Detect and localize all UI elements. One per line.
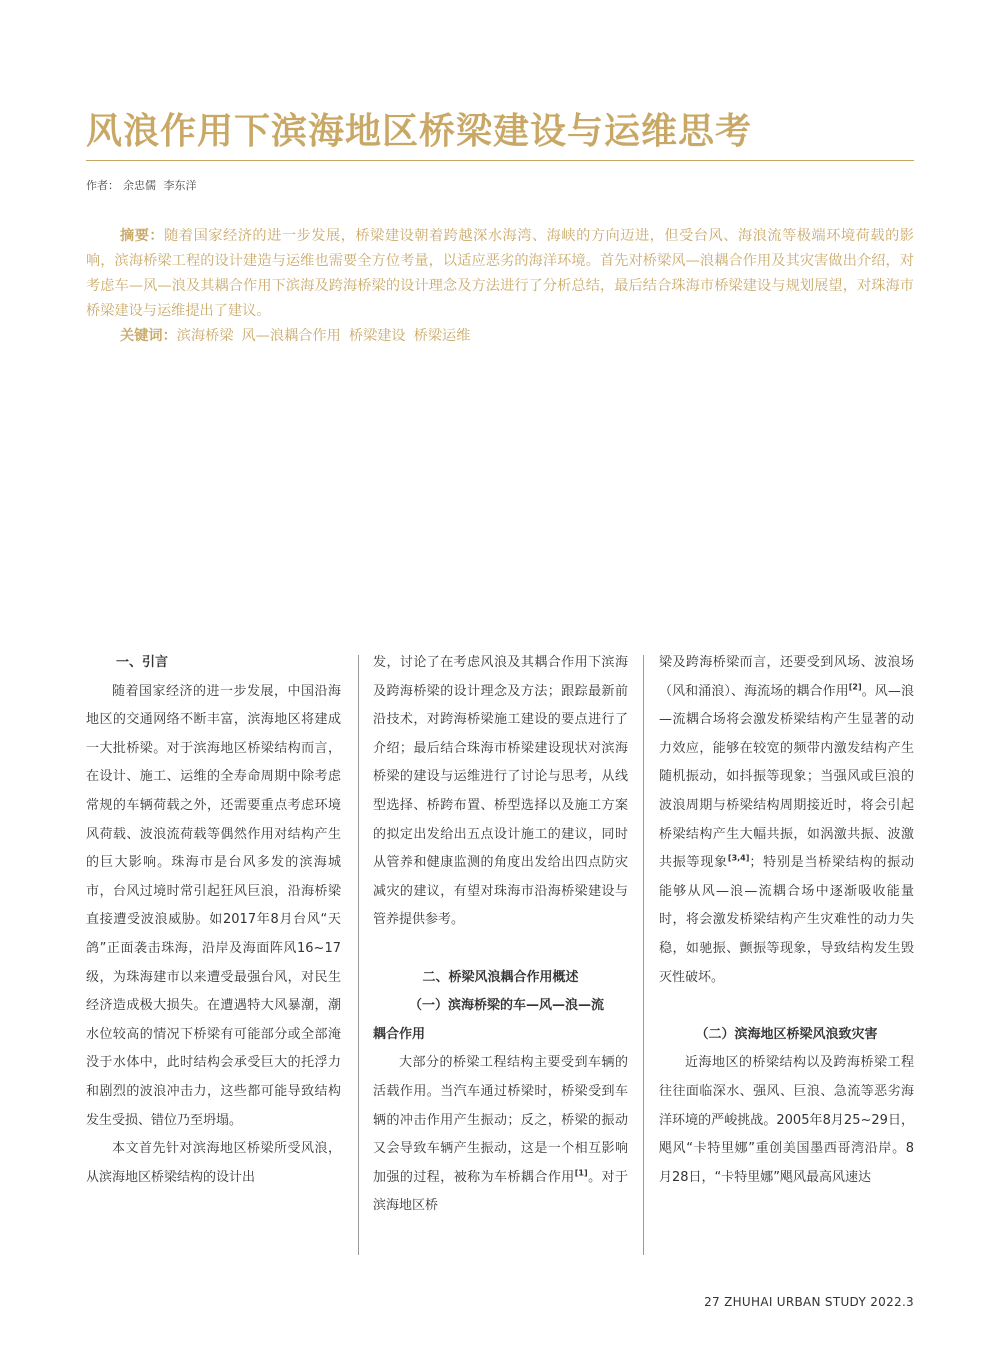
body-paragraph: 发，讨论了在考虑风浪及其耦合作用下滨海及跨海桥梁的设计理念及方法；跟踪最新前沿技术，对跨海桥梁施工建设的要点进行了介绍；最后结合珠海市桥梁建设现状对滨海桥梁的建设与运维进行了讨论与思考，从线型选择、桥跨布置、桥型选择以及施工方案的拟定出发给出五点设计施工的建议，同时从管养和健康监测的角度出发给出四点防灾减灾的建议，有望对珠海市沿海桥梁建设与管养提供参考。 bbox=[373, 655, 628, 928]
author-name: 李东洋 bbox=[163, 179, 197, 192]
column-divider bbox=[358, 655, 359, 1255]
body-column-1 bbox=[86, 649, 341, 1192]
body-paragraph bbox=[659, 649, 914, 992]
issue-number: 2022.3 bbox=[870, 1295, 914, 1309]
body-column-2 bbox=[373, 649, 628, 1221]
section-heading-overview: 二、桥梁风浪耦合作用概述 bbox=[422, 969, 579, 985]
abstract-text: 随着国家经济的进一步发展，桥梁建设朝着跨越深水海湾、海峡的方向迈进，但受台风、海浪流等极端环境荷载的影响，滨海桥梁工程的设计建造与运维也需要全方位考量，以适应恶劣的海洋环境。首先对桥梁风—浪耦合作用及其灾害做出介绍，对考虑车—风—浪及其耦合作用下滨海及跨海桥梁的设计理念及方法进行了分析总结，最后结合珠海市桥梁建设与规划展望，对珠海市桥梁建设与运维提出了建议。 bbox=[86, 228, 914, 319]
paragraph-text: 。对于滨海地区桥 bbox=[373, 1169, 628, 1214]
body-column-3 bbox=[659, 649, 914, 1192]
paragraph-text: ；特别是当桥梁结构的振动能够从风—浪—流耦合场中逐渐吸收能量时，将会激发桥梁结构产生灾难性的动力失稳，如驰振、颤振等现象，导致结构发生毁灭性破坏。 bbox=[659, 855, 914, 985]
title-divider bbox=[86, 160, 914, 161]
paragraph-text: 大部分的桥梁工程结构主要受到车辆的活载作用。当汽车通过桥梁时，桥梁受到车辆的冲击作用产生振动；反之，桥梁的振动又会导致车辆产生振动，这是一个相互影响加强的过程，被称为车桥耦合作用 bbox=[373, 1055, 628, 1185]
author-name: 余忠儒 bbox=[123, 179, 156, 192]
keyword: 桥梁建设 bbox=[348, 328, 406, 344]
citation-ref: [1] bbox=[574, 1168, 588, 1178]
paragraph-text: 。风—浪—流耦合场将会激发桥梁结构产生显著的动力效应，能够在较宽的频带内激发结构产生随机振动，如抖振等现象；当强风或巨浪的波浪周期与桥梁结构周期接近时，将会引起桥梁结构产生大幅共振，如涡激共振、波激共振等现象 bbox=[659, 683, 914, 871]
authors-label: 作者： bbox=[86, 179, 119, 192]
section-heading-intro: 一、引言 bbox=[116, 655, 169, 670]
keywords bbox=[120, 324, 914, 349]
keyword: 风—浪耦合作用 bbox=[241, 328, 341, 344]
page-footer bbox=[704, 1295, 914, 1309]
journal-name: ZHUHAI URBAN STUDY bbox=[724, 1295, 867, 1309]
article-title: 风浪作用下滨海地区桥梁建设与运维思考 bbox=[86, 111, 753, 152]
subsection-heading: （一）滨海桥梁的车—风—浪—流 bbox=[409, 998, 605, 1014]
paragraph-text: 梁及跨海桥梁而言，还要受到风场、波浪场（风和涌浪）、海流场的耦合作用 bbox=[659, 655, 914, 699]
page-number: 27 bbox=[704, 1295, 720, 1309]
abstract-label: 摘要： bbox=[120, 228, 165, 244]
keywords-label: 关键词： bbox=[120, 328, 177, 344]
body-paragraph: 近海地区的桥梁结构以及跨海桥梁工程往往面临深水、强风、巨浪、急流等恶劣海洋环境的严峻挑战。2005年8月25~29日，飓风“卡特里娜”重创美国墨西哥湾沿岸。8月28日，“卡特里娜”飓风最高风速达 bbox=[659, 1055, 914, 1185]
keyword: 桥梁运维 bbox=[413, 328, 471, 344]
authors-line bbox=[86, 177, 201, 193]
citation-ref: [3,4] bbox=[727, 853, 750, 863]
body-paragraph: 随着国家经济的进一步发展，中国沿海地区的交通网络不断丰富，滨海地区将建成一大批桥梁。对于滨海地区桥梁结构而言，在设计、施工、运维的全寿命周期中除考虑常规的车辆荷载之外，还需要重点考虑环境风荷载、波浪流荷载等偶然作用对结构产生的巨大影响。珠海市是台风多发的滨海城市，台风过境时常引起狂风巨浪，沿海桥梁直接遭受波浪威胁。如2017年8月台风“天鸽”正面袭击珠海，沿岸及海面阵风16~17级，为珠海建市以来遭受最强台风，对民生经济造成极大损失。在遭遇特大风暴潮，潮水位较高的情况下桥梁有可能部分或全部淹没于水体中，此时结构会承受巨大的托浮力和剧烈的波浪冲击力，这些都可能导致结构发生受损、错位乃至坍塌。 bbox=[86, 683, 341, 1128]
column-divider bbox=[643, 655, 644, 1255]
abstract bbox=[86, 224, 914, 324]
subsection-heading-disaster: （二）滨海地区桥梁风浪致灾害 bbox=[695, 1026, 878, 1042]
body-paragraph: 本文首先针对滨海地区桥梁所受风浪，从滨海地区桥梁结构的设计出 bbox=[86, 1141, 341, 1185]
subsection-heading-cont: 耦合作用 bbox=[373, 1026, 426, 1042]
keyword: 滨海桥梁 bbox=[176, 328, 234, 344]
body-paragraph bbox=[373, 1049, 628, 1221]
citation-ref: [2] bbox=[848, 682, 862, 692]
